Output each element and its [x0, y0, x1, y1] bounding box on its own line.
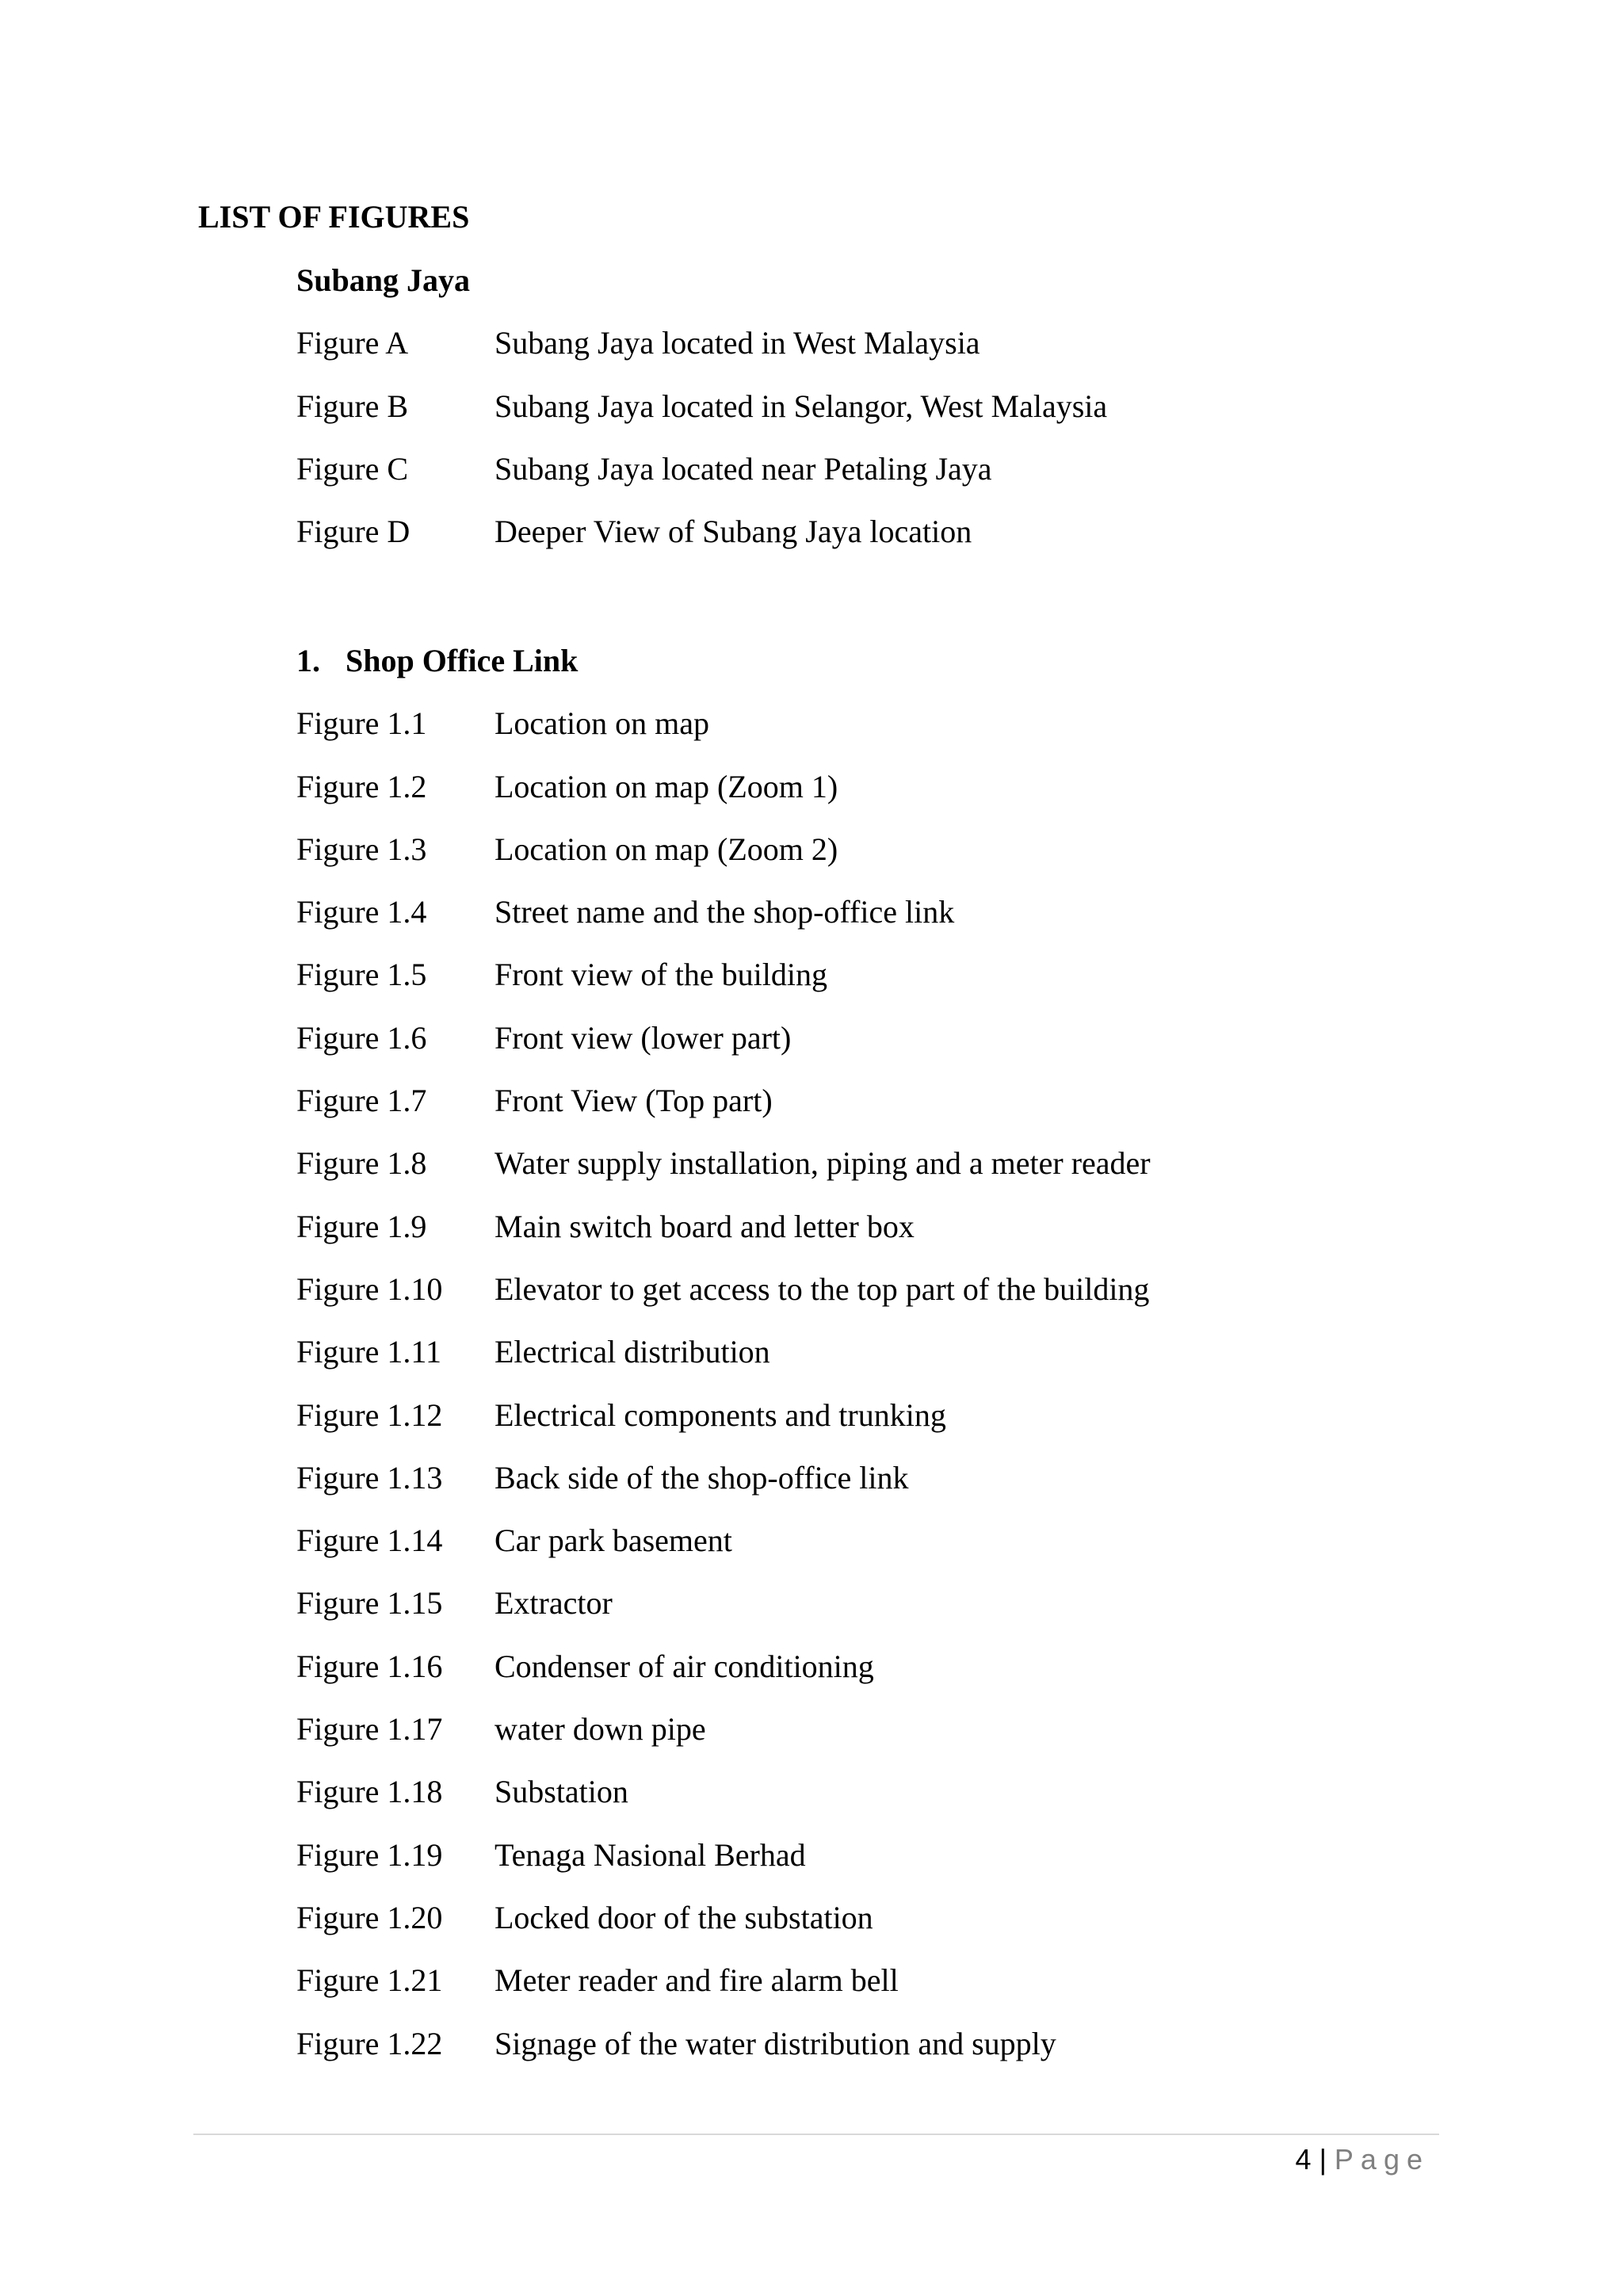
figure-caption: Car park basement — [495, 1522, 732, 1558]
figure-label: Figure 1.18 — [296, 1774, 443, 1809]
figure-caption: Extractor — [495, 1585, 613, 1621]
figure-caption: Location on map (Zoom 2) — [495, 831, 838, 867]
figure-label: Figure 1.16 — [296, 1648, 443, 1684]
page-number: 4 — [1295, 2143, 1312, 2176]
figure-caption: Subang Jaya located in West Malaysia — [495, 325, 980, 361]
figure-label: Figure 1.14 — [296, 1522, 443, 1558]
figure-caption: Location on map (Zoom 1) — [495, 769, 838, 804]
figure-label: Figure 1.11 — [296, 1334, 441, 1370]
figure-caption: Locked door of the substation — [495, 1900, 873, 1935]
figure-label: Figure 1.9 — [296, 1209, 427, 1244]
section-heading — [296, 639, 578, 683]
footer-page-word: Page — [1334, 2143, 1430, 2176]
figure-caption: Front View (Top part) — [495, 1083, 773, 1118]
figure-label: Figure 1.20 — [296, 1900, 443, 1935]
figure-caption: Meter reader and fire alarm bell — [495, 1962, 899, 1998]
figure-caption: Location on map — [495, 705, 710, 741]
figure-caption: Subang Jaya located in Selangor, West Malaysia — [495, 388, 1108, 424]
figure-caption: Back side of the shop-office link — [495, 1460, 909, 1496]
figure-label: Figure 1.21 — [296, 1962, 443, 1998]
figure-caption: Elevator to get access to the top part of the building — [495, 1271, 1150, 1307]
figure-label: Figure 1.7 — [296, 1083, 427, 1118]
figure-label: Figure 1.4 — [296, 894, 427, 930]
figure-caption: Tenaga Nasional Berhad — [495, 1837, 806, 1873]
page-title: LIST OF FIGURES — [198, 199, 470, 235]
figure-label: Figure 1.8 — [296, 1145, 427, 1181]
figure-label: Figure 1.17 — [296, 1711, 443, 1747]
section-heading — [296, 258, 470, 303]
figure-label: Figure D — [296, 514, 411, 549]
figure-caption: Front view of the building — [495, 957, 827, 992]
figure-caption: Street name and the shop-office link — [495, 894, 955, 930]
page-footer — [1296, 2140, 1430, 2179]
figure-label: Figure 1.10 — [296, 1271, 443, 1307]
figure-label: Figure 1.12 — [296, 1397, 443, 1433]
figure-label: Figure 1.19 — [296, 1837, 443, 1873]
figure-label: Figure C — [296, 451, 409, 487]
figure-label: Figure 1.1 — [296, 705, 427, 741]
section-title: Shop Office Link — [346, 643, 579, 678]
figure-caption: Deeper View of Subang Jaya location — [495, 514, 972, 549]
section-number: 1. — [296, 643, 320, 678]
figure-caption: Water supply installation, piping and a meter reader — [495, 1145, 1151, 1181]
footer-divider — [193, 2134, 1439, 2135]
figure-label: Figure 1.5 — [296, 957, 427, 992]
figure-caption: Main switch board and letter box — [495, 1209, 915, 1244]
figure-caption: Subang Jaya located near Petaling Jaya — [495, 451, 992, 487]
figure-label: Figure B — [296, 388, 409, 424]
figure-caption: Electrical distribution — [495, 1334, 770, 1370]
figure-label: Figure 1.13 — [296, 1460, 443, 1496]
figure-caption: Signage of the water distribution and supply — [495, 2026, 1056, 2061]
footer-separator: | — [1319, 2143, 1327, 2176]
figure-label: Figure A — [296, 325, 409, 361]
figure-caption: Substation — [495, 1774, 628, 1809]
figure-caption: water down pipe — [495, 1711, 706, 1747]
figure-label: Figure 1.6 — [296, 1020, 427, 1056]
figure-caption: Front view (lower part) — [495, 1020, 792, 1056]
figure-caption: Condenser of air conditioning — [495, 1648, 874, 1684]
figure-caption: Electrical components and trunking — [495, 1397, 946, 1433]
figure-label: Figure 1.15 — [296, 1585, 443, 1621]
figure-label: Figure 1.22 — [296, 2026, 443, 2061]
figure-label: Figure 1.2 — [296, 769, 427, 804]
section-title: Subang Jaya — [296, 262, 470, 298]
figure-label: Figure 1.3 — [296, 831, 427, 867]
